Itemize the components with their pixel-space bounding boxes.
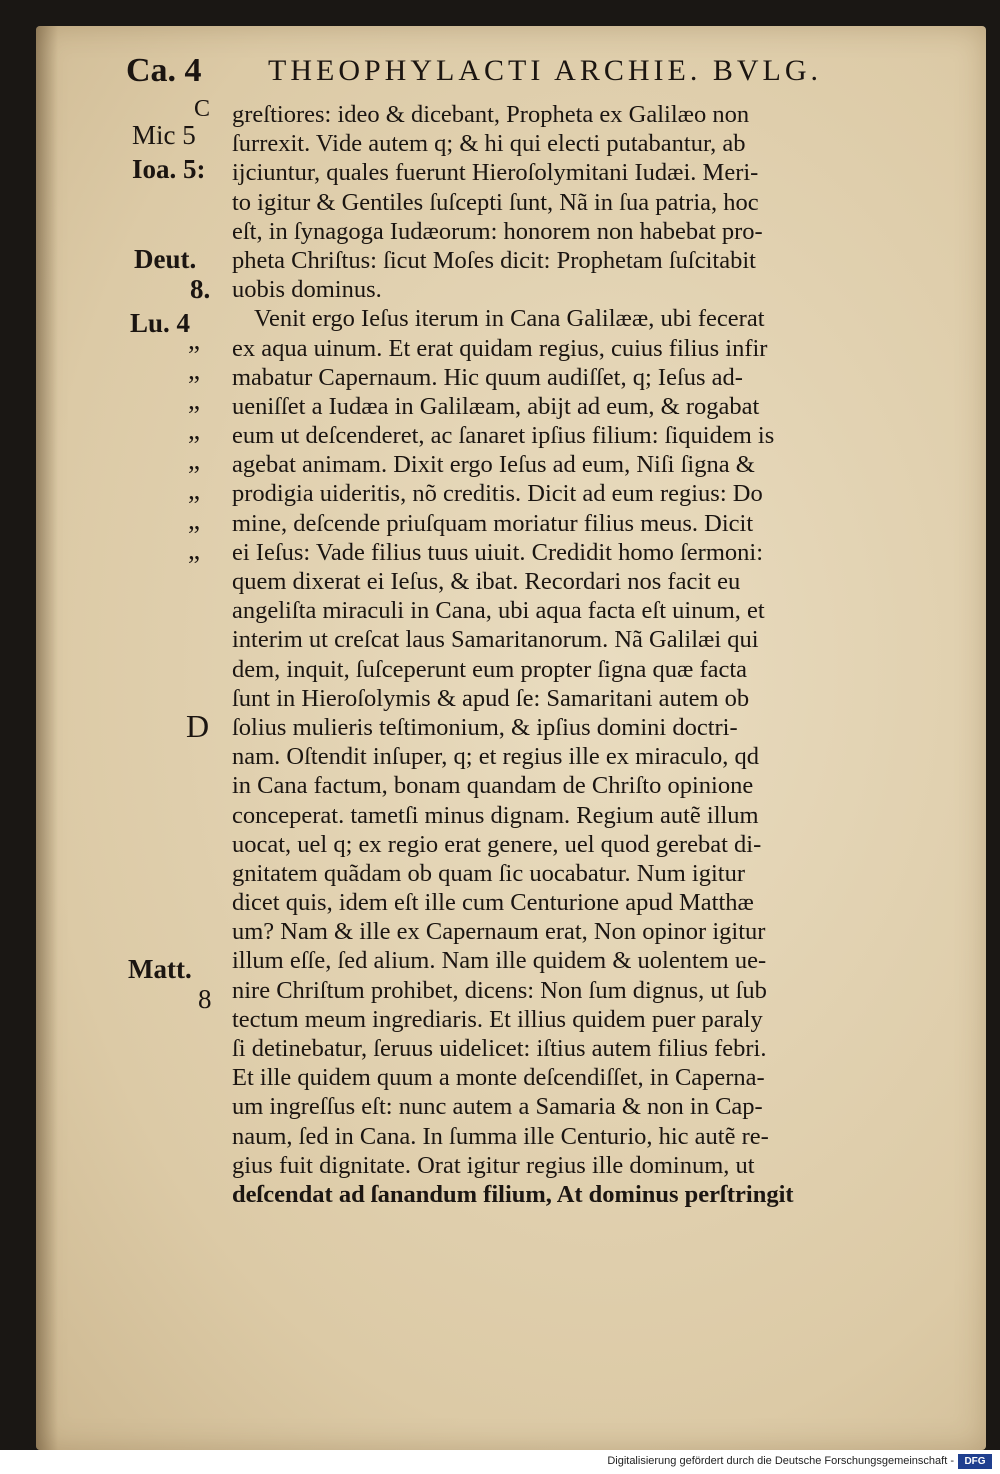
text-line: dem, inquit, ſuſceperunt eum propter ſigna quæ facta: [232, 655, 748, 683]
margin-note-matt: Matt.: [128, 954, 192, 984]
margin-note-ioa: Ioa. 5:: [132, 154, 206, 184]
text-line: uobis dominus.: [232, 276, 382, 304]
text-line: pheta Chriſtus: ſicut Moſes dicit: Prophetam ſuſcitabit: [232, 246, 756, 274]
text-line: nam. Oſtendit inſuper, q; et regius ille ex miraculo, qd: [232, 743, 760, 771]
margin-quote-mark: ”: [188, 400, 200, 430]
text-line: um ingreſſus eſt: nunc autem a Samaria & non in Cap-: [232, 1093, 763, 1121]
chapter-label: Ca. 4: [126, 52, 202, 89]
margin-note-mic: Mic 5: [132, 120, 196, 150]
text-line: Venit ergo Ieſus iterum in Cana Galilææ, ubi fecerat: [254, 305, 765, 333]
margin-note-section-c: C: [194, 96, 211, 122]
text-line: dicet quis, idem eſt ille cum Centurione apud Matthæ: [232, 889, 754, 917]
text-line: ſunt in Hieroſolymis & apud ſe: Samaritani autem ob: [232, 684, 750, 712]
text-line: agebat animam. Dixit ergo Ieſus ad eum, Niſi ſigna &: [232, 451, 755, 479]
page-header: [126, 52, 926, 98]
text-line: ei Ieſus: Vade filius tuus uiuit. Credidit homo ſermoni:: [232, 538, 764, 566]
text-line: mabatur Capernaum. Hic quum audiſſet, q; Ieſus ad-: [232, 363, 743, 391]
margin-quote-mark: ”: [188, 550, 200, 580]
text-line: ueniſſet a Iudæa in Galilæam, abijt ad eum, & rogabat: [232, 392, 760, 420]
text-line: angeliſta miraculi in Cana, ubi aqua facta eſt uinum, et: [232, 597, 765, 625]
margin-quote-mark: ”: [188, 490, 200, 520]
margin-quote-mark: ”: [188, 370, 200, 400]
margin-quote-mark: ”: [188, 430, 200, 460]
text-line: eum ut deſcenderet, ac ſanaret ipſius filium: ſiquidem is: [232, 422, 775, 450]
funding-credit: Digitalisierung gefördert durch die Deutsche Forschungsgemeinschaft -: [607, 1455, 954, 1467]
text-line: ex aqua uinum. Et erat quidam regius, cuius filius infir: [232, 334, 768, 362]
dfg-logo: DFG: [958, 1454, 992, 1469]
margin-note-lu: Lu. 4: [130, 308, 191, 338]
margin-note-deut-number: 8.: [190, 274, 211, 304]
text-line: to igitur & Gentiles ſuſcepti ſunt, Nã in ſua patria, hoc: [232, 188, 759, 216]
text-line: naum, ſed in Cana. In ſumma ille Centurio, hic autẽ re-: [232, 1122, 769, 1150]
margin-quote-mark: ”: [188, 520, 200, 550]
text-line: gnitatem quãdam ob quam ſic uocabatur. Num igitur: [232, 859, 746, 887]
text-line: tectum meum ingrediaris. Et illius quidem puer paraly: [232, 1005, 763, 1033]
margin-note-section-d: D: [186, 708, 210, 744]
text-line: ijciuntur, quales fuerunt Hieroſolymitani Iudæi. Meri-: [232, 159, 759, 187]
text-line: mine, deſcende priuſquam moriatur filius meus. Dicit: [232, 509, 754, 537]
digitization-footer: [0, 1450, 1000, 1474]
text-line: prodigia uideritis, nõ creditis. Dicit ad eum regius: Do: [232, 480, 763, 508]
margin-quote-mark: ”: [188, 340, 200, 370]
text-line: Et ille quidem quum a monte deſcendiſſet, in Caperna-: [232, 1064, 765, 1092]
text-line: ſi detinebatur, ſeruus uidelicet: iſtius autem filius febri.: [232, 1035, 767, 1062]
text-line: eſt, in ſynagoga Iudæorum: honorem non habebat pro-: [232, 217, 763, 245]
text-line: ſurrexit. Vide autem q; & hi qui electi putabantur, ab: [232, 130, 746, 158]
margin-notes: [120, 96, 230, 1296]
text-line: nire Chriſtum prohibet, dicens: Non ſum dignus, ut ſub: [232, 976, 767, 1004]
margin-quote-mark: ”: [188, 460, 200, 490]
text-line: gius fuit dignitate. Orat igitur regius ille dominum, ut: [232, 1151, 755, 1179]
margin-note-matt-number: 8: [198, 984, 212, 1014]
body-text: [232, 100, 922, 1209]
text-line: greſtiores: ideo & dicebant, Propheta ex Galilæo non: [232, 101, 750, 128]
text-line: conceperat. tametſi minus dignam. Regium autẽ illum: [232, 801, 759, 829]
margin-note-deut: Deut.: [134, 244, 197, 274]
text-line: illum eſſe, ſed alium. Nam ille quidem & uolentem ue-: [232, 947, 767, 975]
text-line: um? Nam & ille ex Capernaum erat, Non opinor igitur: [232, 918, 766, 946]
text-line: interim ut creſcat laus Samaritanorum. Nã Galilæi qui: [232, 626, 759, 654]
text-line: ſolius mulieris teſtimonium, & ipſius domini doctri-: [232, 713, 738, 741]
page-gutter-shadow: [36, 26, 58, 1450]
text-line: uocat, uel q; ex regio erat genere, uel quod gerebat di-: [232, 830, 762, 858]
text-line: quem dixerat ei Ieſus, & ibat. Recordari nos facit eu: [232, 568, 741, 595]
text-line: deſcendat ad ſanandum filium, At dominus perſtringit: [232, 1180, 794, 1208]
text-line: in Cana factum, bonam quandam de Chriſto opinione: [232, 772, 754, 800]
running-title: THEOPHYLACTI ARCHIE. BVLG.: [268, 54, 822, 87]
